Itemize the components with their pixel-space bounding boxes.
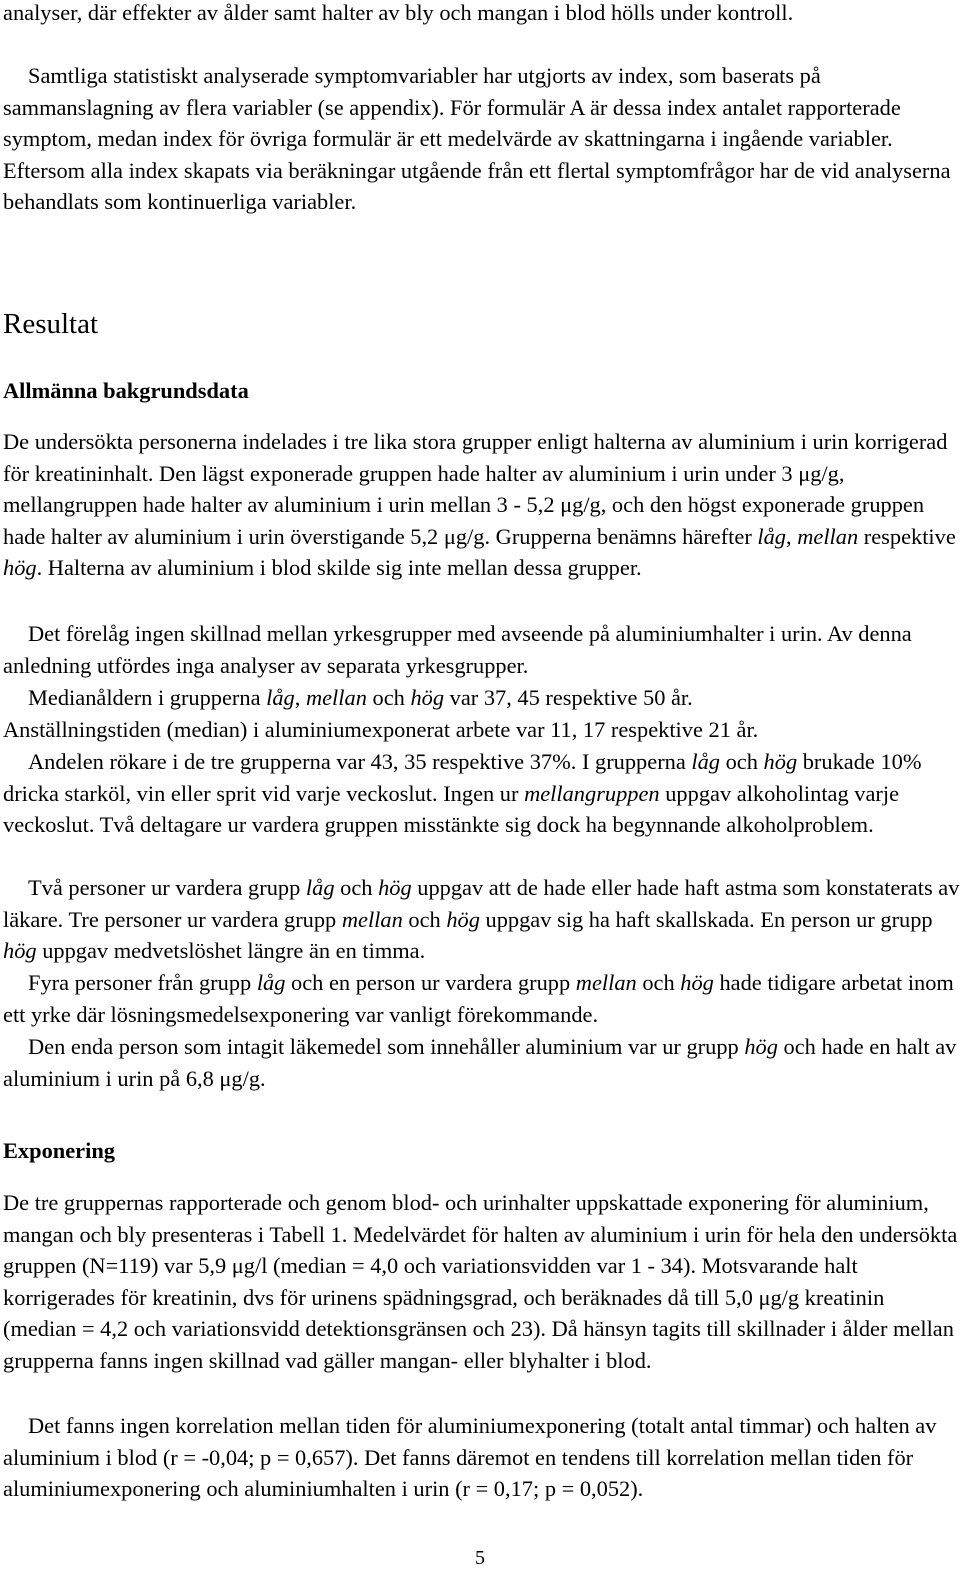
heading-allmanna-bakgrundsdata: Allmänna bakgrundsdata xyxy=(3,378,249,403)
paragraph-exposure-correlation: Det fanns ingen korrelation mellan tiden för aluminiumexponering (totalt antal timmar) och halten av aluminium i blod (r = -0,04; p = 0,657). Det fanns däremot en tendens till korrelation mellan tiden för aluminiumexponering och aluminiumhalten i urin (r = 0,17; p = 0,052). xyxy=(3,1413,937,1501)
group-name-middle: mellan xyxy=(797,523,859,549)
text-segment: Andelen rökare i de tre grupperna var 43, 35 respektive 37%. I grupperna xyxy=(28,749,692,774)
text-segment: brukade 10% dricka starköl, vin eller sprit vid varje veckoslut. Ingen ur xyxy=(3,749,922,806)
text-segment: Medianåldern i grupperna xyxy=(28,685,267,710)
paragraph-exposure-levels: De tre gruppernas rapporterade och genom blod- och urinhalter uppskattade exponering för aluminium, mangan och bly presenteras i Tabell 1. Medelvärdet för halten av aluminium i urin för hela den undersökta gruppen (N=119) var 5,9 μg/l (median = 4,0 och variationsvidden var 1 - 34). Motsvarande halt korrigerades för kreatinin, dvs för urinens spädningsgrad, och beräknades då till 5,0 μg/g kreatinin (median = 4,2 och variationsvidd detektionsgränsen och 23). Då hänsyn tagits till skillnader i ålder mellan grupperna fanns ingen skillnad vad gäller mangan- eller blyhalter i blod. xyxy=(3,1190,958,1373)
group-name-high: hög xyxy=(3,938,37,963)
group-name-high: hög xyxy=(410,685,445,710)
group-name-middle: mellan xyxy=(341,906,403,932)
group-name-high: hög xyxy=(763,749,798,774)
text-segment: uppgav att de hade eller hade haft astma som konstaterats av läkare. Tre personer ur vardera grupp xyxy=(3,875,960,932)
group-name-low: låg xyxy=(691,749,721,774)
heading-resultat: Resultat xyxy=(3,308,99,340)
heading-exponering: Exponering xyxy=(3,1138,115,1163)
text-segment: och xyxy=(334,875,379,900)
group-name-high: hög xyxy=(446,906,480,932)
text-segment: och xyxy=(720,749,764,774)
paragraph-occupational-groups: Det förelåg ingen skillnad mellan yrkesgrupper med avseende på aluminiumhalter i urin. Av denna anledning utfördes inga analyser av separata yrkesgrupper. xyxy=(3,621,912,678)
text-segment: Den enda person som intagit läkemedel som innehåller aluminium var ur grupp xyxy=(28,1034,745,1059)
group-name-low: låg xyxy=(266,685,295,710)
paragraph-employment-time: Anställningstiden (median) i aluminiumexponerat arbete var 11, 17 respektive 21 år. xyxy=(3,717,759,742)
text-segment: Fyra personer från grupp xyxy=(28,970,257,995)
text-segment: uppgav alkoholintag varje veckoslut. Två deltagare ur vardera gruppen misstänkte sig dock ha begynnande alkoholproblem. xyxy=(3,780,900,837)
paragraph-median-age xyxy=(3,682,960,714)
text-segment: och xyxy=(366,685,411,710)
text-segment: hade tidigare arbetat inom ett yrke där lösningsmedelsexponering var vanligt förekommande. xyxy=(3,970,954,1027)
paragraph-solvent-exposure xyxy=(3,967,960,1030)
text-segment: , xyxy=(294,685,306,710)
group-name-middle: mellangruppen xyxy=(524,780,660,806)
group-name-high: hög xyxy=(744,1034,778,1059)
text-segment: och hade en halt av aluminium i urin på 6,8 μg/g. xyxy=(3,1034,957,1091)
group-name-high: hög xyxy=(680,970,714,995)
text-segment: och xyxy=(636,970,681,995)
group-name-middle: mellan xyxy=(575,970,637,995)
text-segment: respektive xyxy=(858,523,956,549)
group-name-low: låg xyxy=(757,523,787,549)
group-name-high: hög xyxy=(378,875,412,900)
text-segment: Två personer ur vardera grupp xyxy=(28,875,306,900)
text-segment: , xyxy=(786,523,798,549)
text-segment: och xyxy=(402,906,447,932)
paragraph-medication xyxy=(3,1031,960,1094)
paragraph-medical-history xyxy=(3,872,960,967)
group-name-low: låg xyxy=(256,970,286,995)
paragraph-group-division xyxy=(3,426,960,584)
paragraph-smoking-alcohol xyxy=(3,746,960,841)
page-number: 5 xyxy=(475,1547,485,1569)
text-segment: och en person ur vardera grupp xyxy=(285,970,576,995)
paragraph-continuation: analyser, där effekter av ålder samt halter av bly och mangan i blod hölls under kontroll. xyxy=(3,0,794,25)
group-name-middle: mellan xyxy=(305,685,367,710)
text-segment: uppgav sig ha haft skallskada. En person ur grupp xyxy=(479,906,933,932)
text-segment: De undersökta personerna indelades i tre lika stora grupper enligt halterna av aluminium i urin korrigerad för kreatininhalt. Den lägst exponerade gruppen hade halter av aluminium i urin under 3 μg/g, mellangruppen hade halter av aluminium i urin mellan 3 - 5,2 μg/g, och den högst exponerade gruppen hade halter av aluminium i urin överstigande 5,2 μg/g. Grupperna benämns härefter xyxy=(3,429,948,549)
text-segment: uppgav medvetslöshet längre än en timma. xyxy=(36,938,426,963)
text-segment: . Halterna av aluminium i blod skilde sig inte mellan dessa grupper. xyxy=(36,555,642,580)
text-segment: var 37, 45 respektive 50 år. xyxy=(444,685,693,710)
group-name-low: låg xyxy=(305,875,335,900)
group-name-high: hög xyxy=(3,555,37,580)
paragraph-methods-index: Samtliga statistiskt analyserade symptomvariabler har utgjorts av index, som baserats på sammanslagning av flera variabler (se appendix). För formulär A är dessa index antalet rapporterade symptom, medan index för övriga formulär är ett medelvärde av skattningarna i ingående variabler. Eftersom alla index skapats via beräkningar utgående från ett flertal symptomfrågor har de vid analyserna behandlats som kontinuerliga variabler. xyxy=(3,63,951,214)
